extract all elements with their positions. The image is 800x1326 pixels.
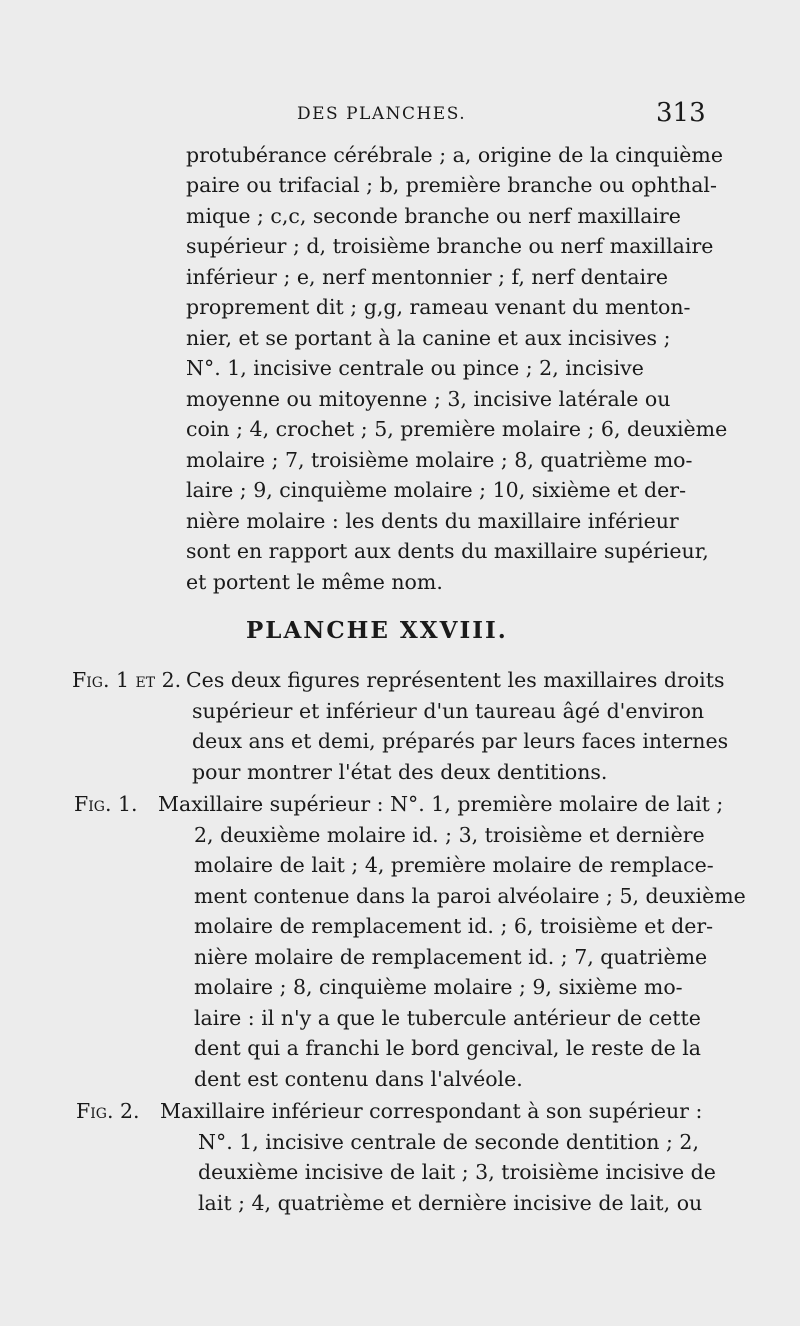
text-line: molaire de remplacement id. ; 6, troisième et der- (194, 914, 714, 938)
text-line: molaire ; 8, cinquième molaire ; 9, sixième mo- (194, 975, 683, 999)
text-line: nière molaire de remplacement id. ; 7, quatrième (194, 945, 708, 969)
text-line: ment contenue dans la paroi alvéolaire ; 5, deuxième (194, 884, 746, 908)
page-number: 313 (656, 98, 706, 128)
text-line: sont en rapport aux dents du maxillaire supérieur, (186, 539, 709, 563)
text-line: molaire de lait ; 4, première molaire de remplace- (194, 853, 714, 877)
text-line: N°. 1, incisive centrale de seconde dentition ; 2, (198, 1130, 699, 1154)
figure-label: Fig. 1 et 2. (72, 668, 182, 692)
text-line: pour montrer l'état des deux dentitions. (192, 760, 608, 784)
text-line: dent est contenu dans l'alvéole. (194, 1067, 523, 1091)
running-head (0, 98, 800, 134)
text-line: lait ; 4, quatrième et dernière incisive de lait, ou (198, 1191, 703, 1215)
running-title: DES PLANCHES. (297, 104, 467, 124)
text-line: laire ; 9, cinquième molaire ; 10, sixième et der- (186, 478, 687, 502)
text-line: supérieur ; d, troisième branche ou nerf maxillaire (186, 234, 714, 258)
text-line: 2, deuxième molaire id. ; 3, troisième et dernière (194, 823, 705, 847)
text-line: Ces deux figures représentent les maxillaires droits (186, 668, 725, 692)
text-line: et portent le même nom. (186, 570, 443, 594)
text-line: coin ; 4, crochet ; 5, première molaire ; 6, deuxième (186, 417, 728, 441)
text-line: deuxième incisive de lait ; 3, troisième incisive de (198, 1160, 716, 1184)
text-line: nière molaire : les dents du maxillaire inférieur (186, 509, 679, 533)
figure-label: Fig. 2. (76, 1099, 140, 1123)
figure-label: Fig. 1. (74, 792, 138, 816)
text-line: laire : il n'y a que le tubercule antérieur de cette (194, 1006, 701, 1030)
text-line: mique ; c,c, seconde branche ou nerf maxillaire (186, 204, 681, 228)
text-line: protubérance cérébrale ; a, origine de la cinquième (186, 143, 724, 167)
text-line: paire ou trifacial ; b, première branche ou ophthal- (186, 173, 717, 197)
text-line: proprement dit ; g,g, rameau venant du menton- (186, 295, 691, 319)
text-line: N°. 1, incisive centrale ou pince ; 2, incisive (186, 356, 644, 380)
text-line: deux ans et demi, préparés par leurs faces internes (192, 729, 729, 753)
text-line: molaire ; 7, troisième molaire ; 8, quatrième mo- (186, 448, 693, 472)
text-line: Maxillaire inférieur correspondant à son supérieur : (160, 1099, 703, 1123)
plate-heading: PLANCHE XXVIII. (246, 617, 508, 644)
text-line: moyenne ou mitoyenne ; 3, incisive latérale ou (186, 387, 671, 411)
text-line: nier, et se portant à la canine et aux incisives ; (186, 326, 671, 350)
text-line: Maxillaire supérieur : N°. 1, première molaire de lait ; (158, 792, 724, 816)
text-line: inférieur ; e, nerf mentonnier ; f, nerf dentaire (186, 265, 669, 289)
text-line: dent qui a franchi le bord gencival, le reste de la (194, 1036, 702, 1060)
text-line: supérieur et inférieur d'un taureau âgé d'environ (192, 699, 705, 723)
